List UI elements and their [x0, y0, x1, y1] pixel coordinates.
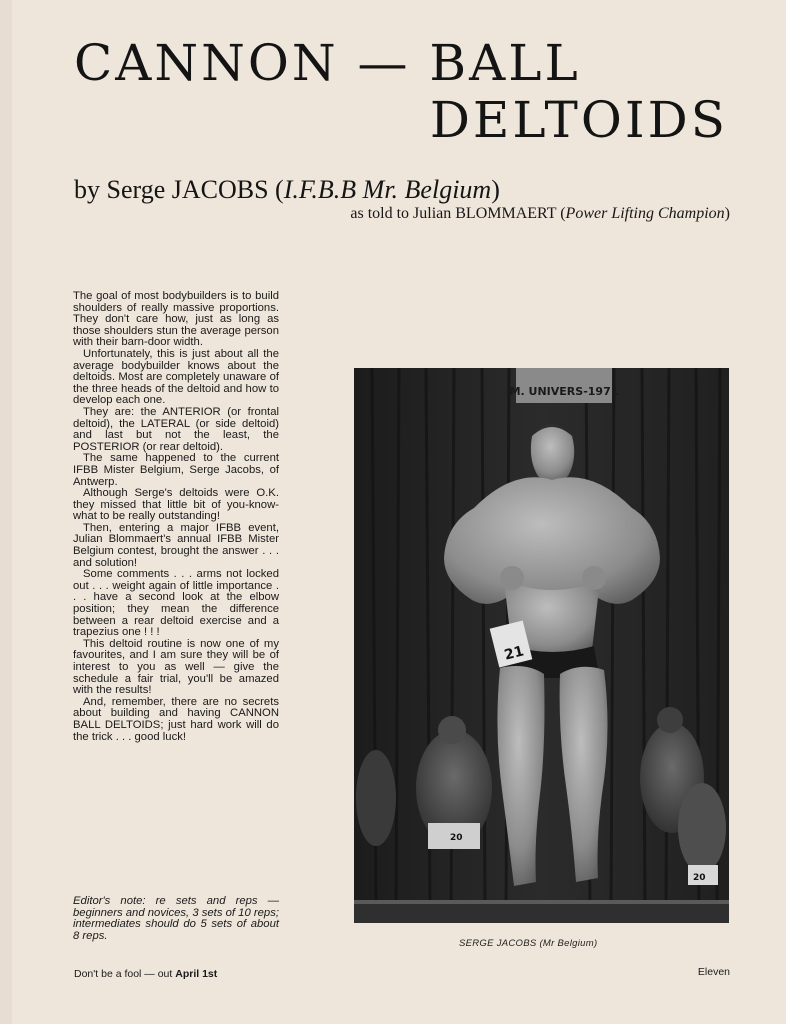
- told-to-line: [350, 205, 730, 223]
- left-competitor-tag: 20: [450, 833, 463, 843]
- banner-text: M. UNIVERS-1971: [509, 385, 619, 398]
- told-title: Power Lifting Champion: [565, 205, 725, 222]
- body-paragraph: This deltoid routine is now one of my favourites, and I am sure they will be of interest to you as well — give the schedule a fair trial, you'll be amazed with the results!: [73, 637, 279, 697]
- footer-promo-date: April 1st: [175, 968, 218, 980]
- told-prefix: as told to Julian BLOMMAERT (: [350, 205, 566, 222]
- right-competitor-tag: 20: [693, 873, 706, 883]
- bodybuilder-photo: [354, 368, 729, 923]
- body-paragraph: Unfortunately, this is just about all the average bodybuilder knows about the deltoids. Most are completely unaware of the three heads of the deltoid and how to develop each one.: [73, 347, 279, 407]
- body-paragraph: Then, entering a major IFBB event, Julian Blommaert's annual IFBB Mister Belgium contest, brought the answer . . . and solution!: [73, 521, 279, 569]
- told-suffix: ): [724, 205, 730, 222]
- byline: [74, 175, 500, 205]
- photo-illustration: [354, 368, 729, 923]
- body-paragraph: Although Serge's deltoids were O.K. they missed that little bit of you-know-what to be really outstanding!: [73, 487, 279, 523]
- byline-title: I.F.B.B Mr. Belgium: [283, 175, 492, 204]
- editor-note: Editor's note: re sets and reps — beginners and novices, 3 sets of 10 reps; intermediates should do 5 sets of about 8 reps.: [73, 895, 279, 942]
- center-competitor-tag: 21: [502, 643, 526, 664]
- page-number: Eleven: [697, 966, 730, 978]
- title-line-1: CANNON — BALL: [74, 34, 581, 92]
- page-edge: [0, 0, 12, 1024]
- body-paragraph: The goal of most bodybuilders is to build shoulders of really massive proportions. They don't care how, just as long as those shoulders stun the average person with their barn-door width.: [73, 290, 279, 349]
- photo-caption: SERGE JACOBS (Mr Belgium): [459, 938, 598, 949]
- footer-promo-text: Don't be a fool — out: [74, 968, 176, 980]
- body-paragraph: The same happened to the current IFBB Mister Belgium, Serge Jacobs, of Antwerp.: [73, 452, 279, 488]
- body-paragraph: They are: the ANTERIOR (or frontal deltoid), the LATERAL (or side deltoid) and last but not the least, the POSTERIOR (or rear deltoid).: [73, 405, 279, 453]
- body-paragraph: Some comments . . . arms not locked out . . . weight again of little importance . . . have a second look at the elbow position; they mean the difference between a rear deltoid exercise and a trapezius one ! ! !: [73, 568, 279, 639]
- title-line-2: DELTOIDS: [429, 91, 728, 149]
- body-paragraph: And, remember, there are no secrets about building and having CANNON BALL DELTOIDS; just hard work will do the trick . . . good luck!: [73, 695, 279, 743]
- byline-suffix: ): [491, 175, 500, 204]
- article-body: [73, 291, 279, 743]
- footer-promo: [74, 968, 217, 980]
- byline-prefix: by Serge JACOBS (: [74, 175, 284, 204]
